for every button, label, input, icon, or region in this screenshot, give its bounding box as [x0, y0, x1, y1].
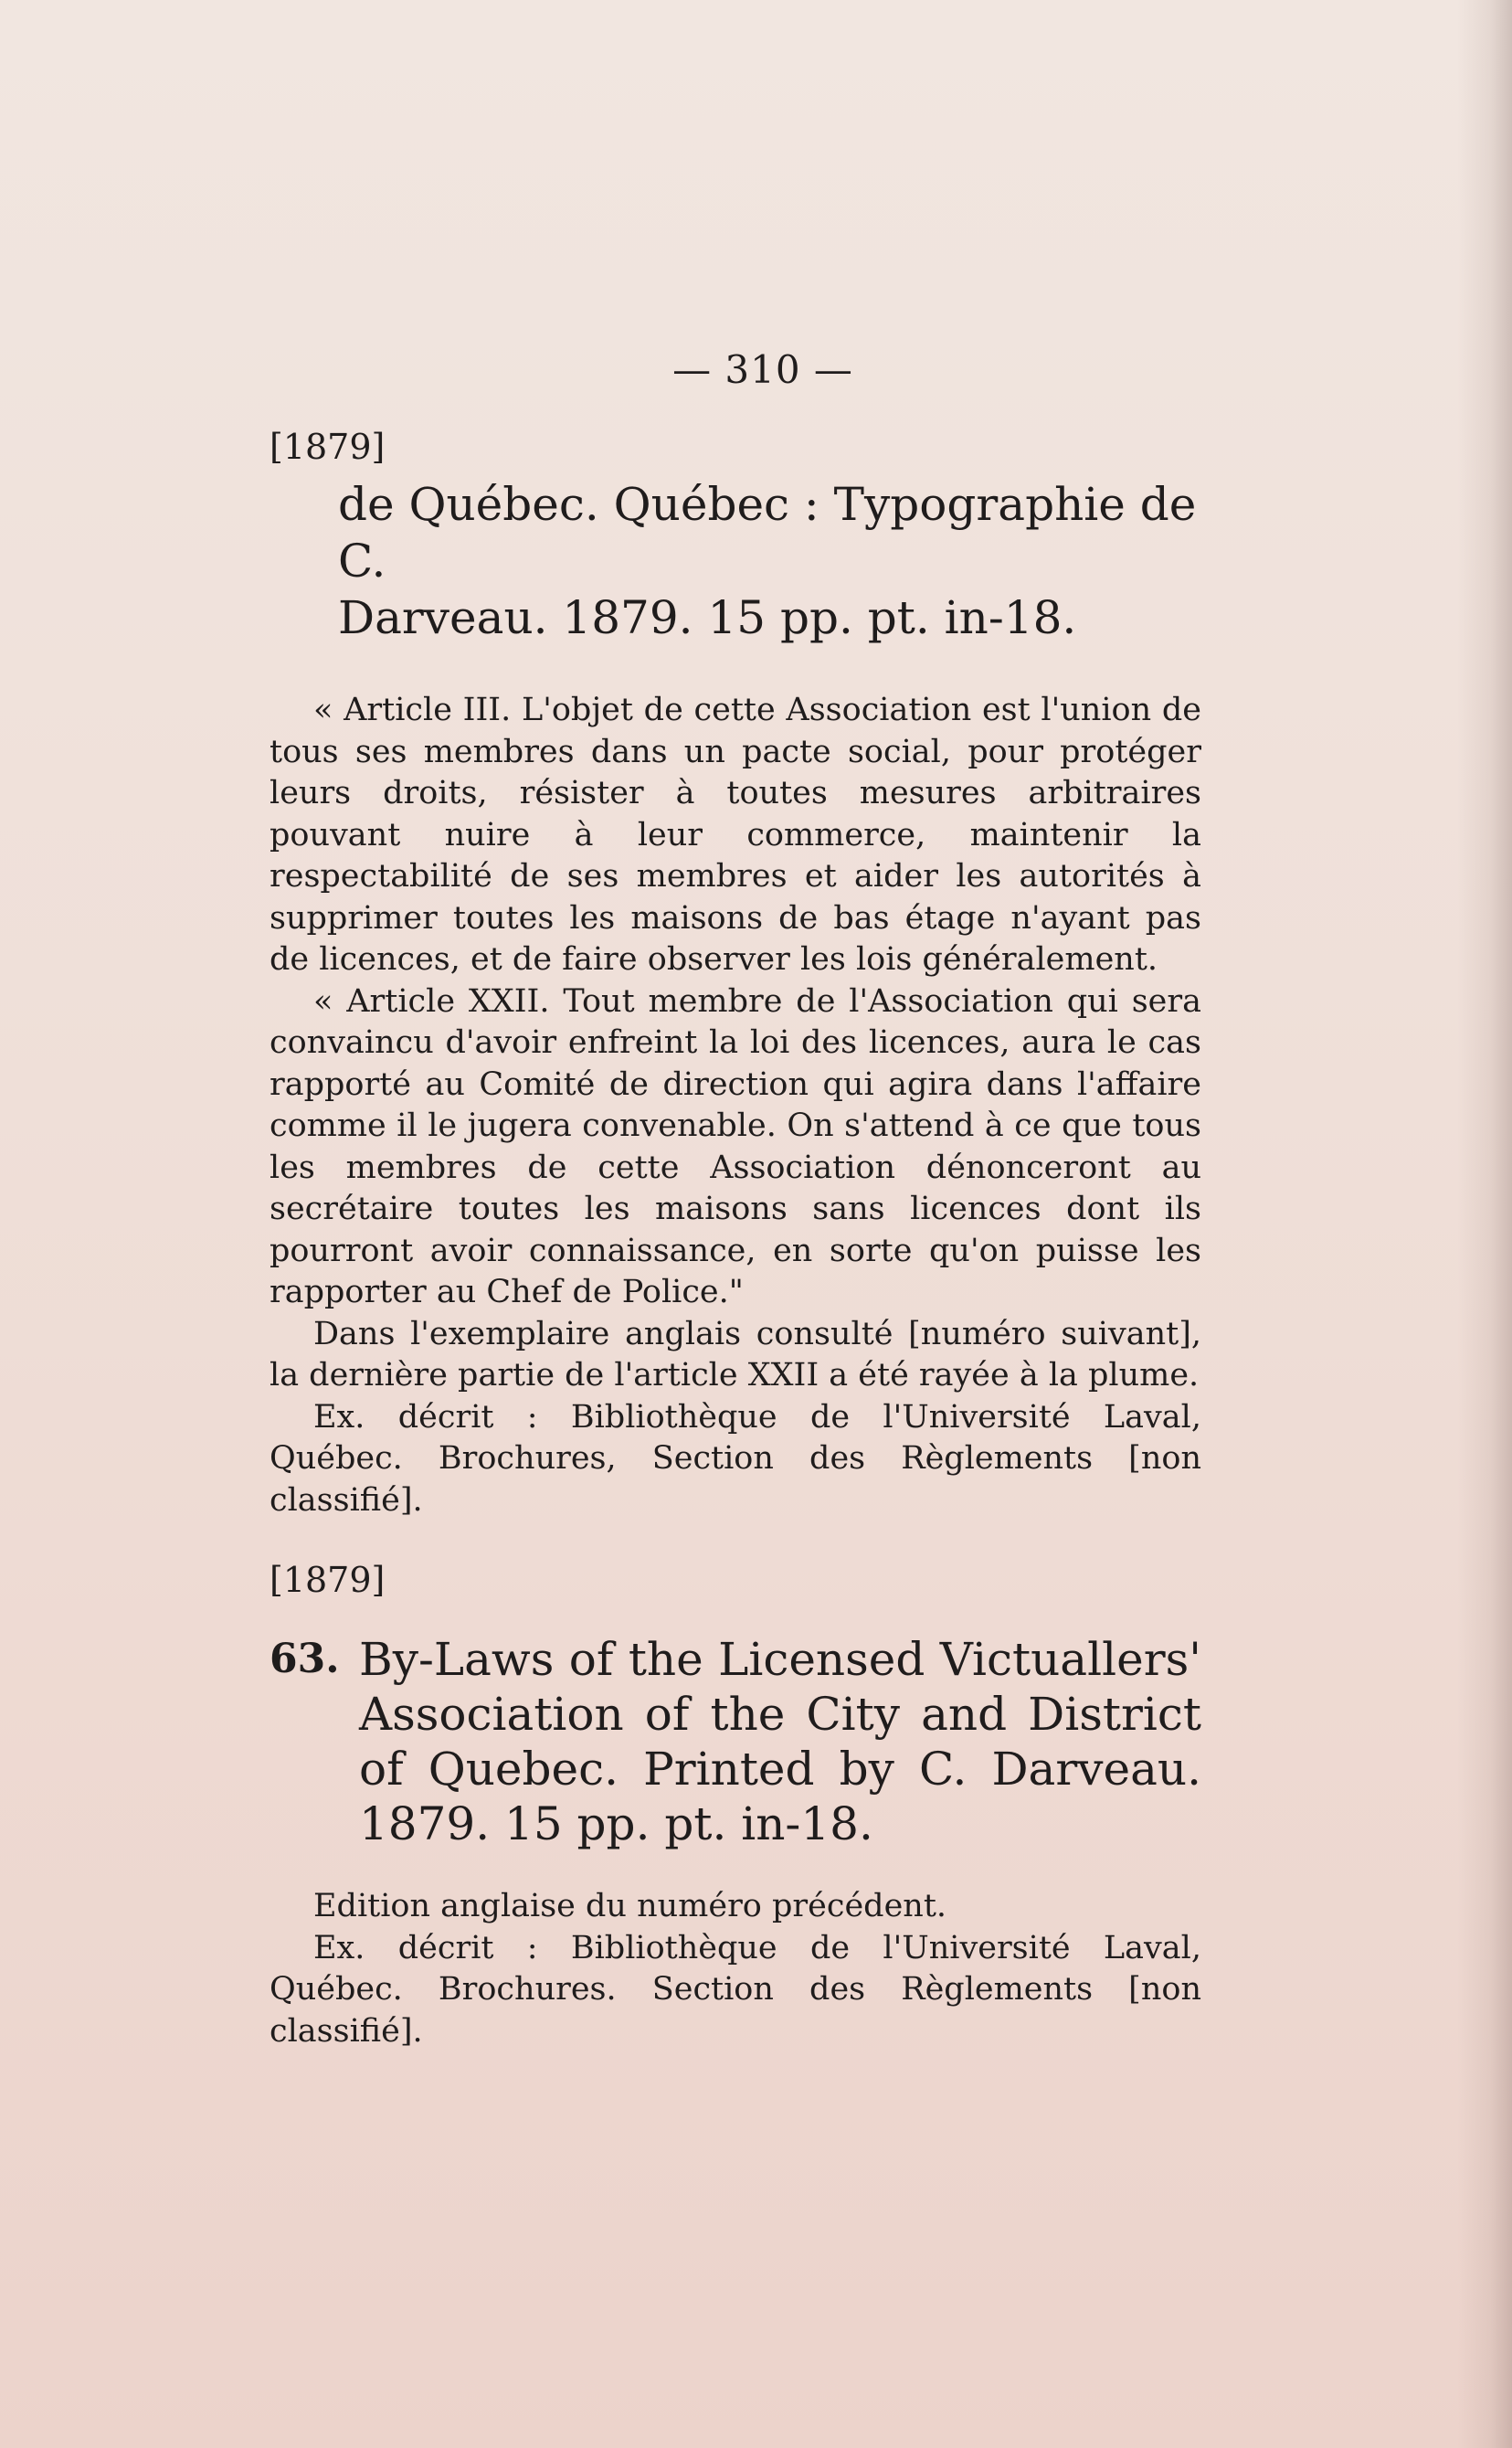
entry-62-line-1: de Québec. Québec : Typographie de C. [338, 478, 1197, 588]
book-page [270, 347, 1201, 2052]
entry-title: By-Laws of the Licensed Victuallers' Association of the City and District of Quebec. Printed by C. Darveau. 1879. 15 pp. pt. in-18. [359, 1633, 1201, 1850]
page-edge-shadow [1457, 0, 1512, 2448]
copy-described: Ex. décrit : Bibliothèque de l'Université Laval, Québec. Brochures. Section des Règlements [non classifié]. [270, 1929, 1201, 2050]
article-iii-quote: « Article III. L'objet de cette Association est l'union de tous ses membres dans un pacte social, pour protéger leurs droits, résister à toutes mesures arbitraires pouvant nuire à leur commerce, maintenir la respectabilité de ses membres et aider les autorités à supprimer toutes les maisons de bas étage n'ayant pas de licences, et de faire observer les lois généralement. [270, 692, 1201, 978]
entry-63 [270, 1632, 1201, 1851]
article-xxii-quote: « Article XXII. Tout membre de l'Association qui sera convaincu d'avoir enfreint la loi des licences, aura le cas rapporté au Comité de direction qui agira dans l'affaire comme il le jugera convenable. On s'attend à ce que tous les membres de cette Association dénonceront au secrétaire toutes les maisons sans licences dont ils pourront avoir connaissance, en sorte qu'on puisse les rapporter au Chef de Police." [270, 982, 1201, 1310]
entry-62-line-2: Darveau. 1879. 15 pp. pt. in-18. [338, 591, 1077, 644]
entry-number: 63. [270, 1636, 340, 1682]
year-heading: [1879] [270, 427, 386, 467]
edition-note: Edition anglaise du numéro précédent. [313, 1888, 947, 1924]
copy-described: Ex. décrit : Bibliothèque de l'Université Laval, Québec. Brochures, Section des Règlements [non classifié]. [270, 1398, 1201, 1519]
entry-62-continuation [270, 476, 1201, 646]
year-heading: [1879] [270, 1560, 386, 1600]
page-number: — 310 — [672, 347, 853, 392]
copy-note: Dans l'exemplaire anglais consulté [numéro suivant], la dernière partie de l'article XXII a été rayée à la plume. [270, 1315, 1201, 1394]
